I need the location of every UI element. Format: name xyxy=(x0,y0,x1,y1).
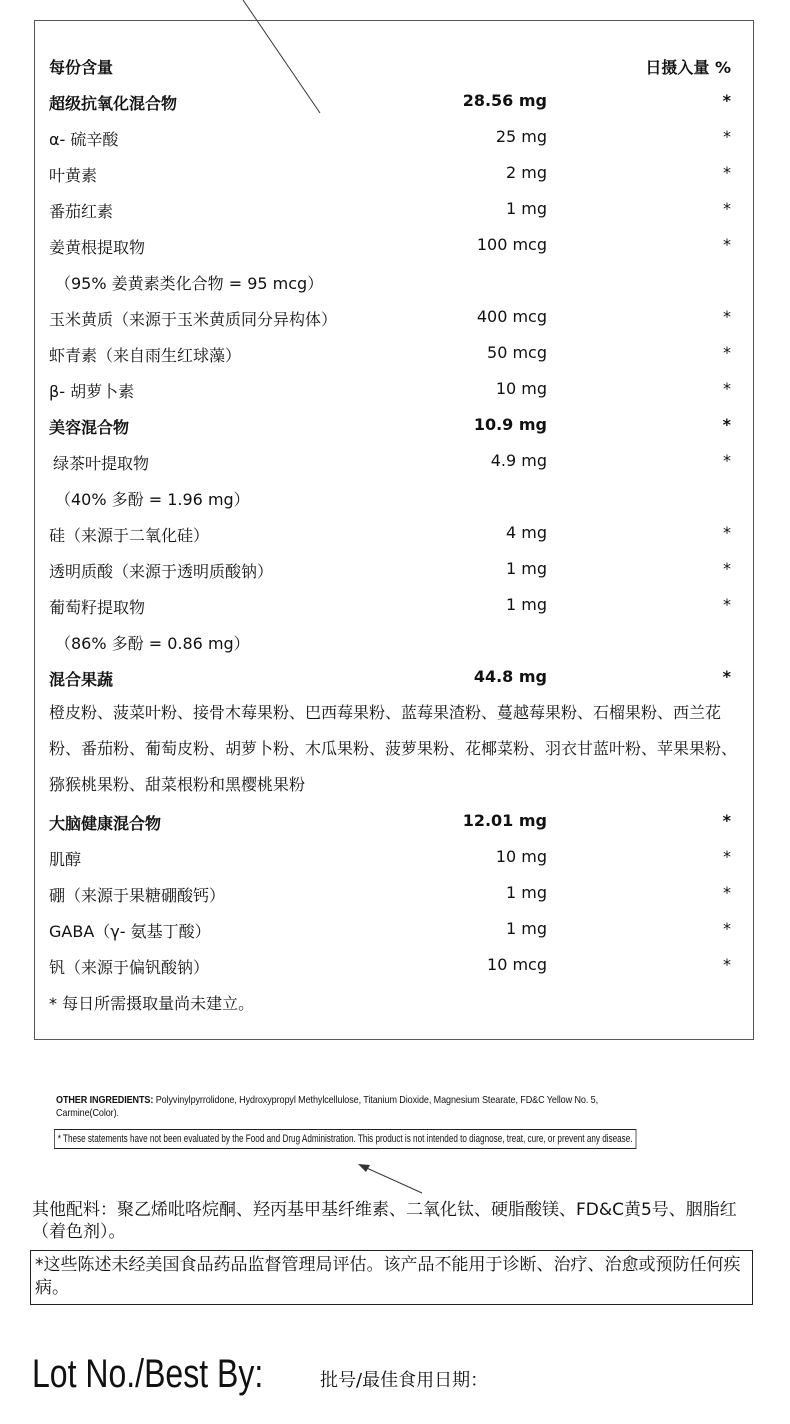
ingredient-amount: 1 mg xyxy=(505,919,547,938)
ingredient-daily-value: * xyxy=(723,919,731,938)
ingredient-amount: 10 mg xyxy=(495,847,547,866)
ingredient-amount: 50 mcg xyxy=(487,343,547,362)
ingredient-row xyxy=(49,875,739,911)
panel-footnote: * 每日所需摄取量尚未建立。 xyxy=(49,994,255,1013)
ingredient-daily-value: * xyxy=(723,307,731,326)
ingredient-amount: 4.9 mg xyxy=(490,451,547,470)
ingredient-name: 透明质酸（来源于透明质酸钠） xyxy=(49,562,274,581)
ingredient-name: 番茄红素 xyxy=(49,202,114,221)
ingredient-row xyxy=(49,839,739,875)
ingredient-row xyxy=(49,803,739,839)
ingredient-name: 硼（来源于果糖硼酸钙） xyxy=(49,886,226,905)
pointer-arrowhead xyxy=(358,1164,370,1172)
ingredient-name: （40% 多酚 = 1.96 mg） xyxy=(55,490,250,509)
ingredient-row xyxy=(49,551,739,587)
ingredient-amount: 1 mg xyxy=(505,595,547,614)
ingredient-name: （95% 姜黄素类化合物 = 95 mcg） xyxy=(55,274,324,293)
ingredient-amount: 100 mcg xyxy=(476,235,547,254)
serving-label: 每份含量 xyxy=(49,58,114,77)
ingredient-row xyxy=(49,83,739,119)
english-other-ingredients xyxy=(56,1094,649,1120)
ingredient-daily-value: * xyxy=(723,343,731,362)
ingredient-row xyxy=(49,947,739,983)
panel-header xyxy=(49,47,739,83)
ingredient-row xyxy=(49,119,739,155)
ingredient-name: β- 胡萝卜素 xyxy=(49,382,135,401)
ingredient-daily-value: * xyxy=(723,847,731,866)
ingredient-daily-value: * xyxy=(722,811,731,830)
fruit-veg-list: 橙皮粉、菠菜叶粉、接骨木莓果粉、巴西莓果粉、蓝莓果渣粉、蔓越莓果粉、石榴果粉、西兰花粉、番茄粉、葡萄皮粉、胡萝卜粉、木瓜果粉、菠萝果粉、花椰菜粉、羽衣甘蓝叶粉、苹果果粉、猕猴桃果粉、甜菜根粉和黑樱桃果粉 xyxy=(49,703,738,794)
ingredient-amount: 28.56 mg xyxy=(462,91,547,110)
ingredient-amount: 1 mg xyxy=(505,559,547,578)
ingredient-name: 混合果蔬 xyxy=(49,670,114,689)
ingredient-amount: 2 mg xyxy=(505,163,547,182)
ingredient-row xyxy=(49,371,739,407)
ingredient-amount: 25 mg xyxy=(495,127,547,146)
ingredient-daily-value: * xyxy=(722,667,731,686)
daily-value-label: 日摄入量 % xyxy=(645,58,731,77)
lot-label-chinese: 批号/最佳食用日期： xyxy=(320,1370,489,1391)
ingredient-amount: 10.9 mg xyxy=(473,415,547,434)
ingredient-amount: 1 mg xyxy=(505,199,547,218)
ingredient-row xyxy=(49,587,739,623)
pointer-line-bottom xyxy=(360,1165,422,1193)
ingredient-name: α- 硫辛酸 xyxy=(49,130,119,149)
ingredient-row xyxy=(49,623,739,659)
ingredient-name: 玉米黄质（来源于玉米黄质同分异构体） xyxy=(49,310,338,329)
ingredient-name: GABA（γ- 氨基丁酸） xyxy=(49,922,211,941)
chinese-disclaimer-box: *这些陈述未经美国食品药品监督管理局评估。该产品不能用于诊断、治疗、治愈或预防任何疾病。 xyxy=(30,1250,753,1305)
ingredient-amount: 4 mg xyxy=(505,523,547,542)
ingredient-name: 姜黄根提取物 xyxy=(49,238,146,257)
ingredient-daily-value: * xyxy=(723,235,731,254)
ingredient-row xyxy=(49,155,739,191)
supplement-facts-panel xyxy=(34,20,754,1040)
ingredient-name: 葡萄籽提取物 xyxy=(49,598,146,617)
ingredient-name: 绿茶叶提取物 xyxy=(53,454,150,473)
ingredient-daily-value: * xyxy=(723,127,731,146)
ingredient-name: 超级抗氧化混合物 xyxy=(49,94,178,113)
ingredient-name: 肌醇 xyxy=(49,850,82,869)
english-ingredients-label: OTHER INGREDIENTS: xyxy=(56,1094,154,1106)
ingredient-row xyxy=(49,443,739,479)
ingredient-daily-value: * xyxy=(723,883,731,902)
ingredient-daily-value: * xyxy=(723,955,731,974)
ingredient-daily-value: * xyxy=(722,415,731,434)
ingredient-daily-value: * xyxy=(722,91,731,110)
ingredient-daily-value: * xyxy=(723,595,731,614)
ingredient-amount: 10 mcg xyxy=(487,955,547,974)
ingredient-row xyxy=(49,911,739,947)
ingredient-amount: 1 mg xyxy=(505,883,547,902)
ingredient-row xyxy=(49,227,739,263)
ingredient-name: 钒（来源于偏钒酸钠） xyxy=(49,958,210,977)
ingredient-row xyxy=(49,335,739,371)
lot-label-english: Lot No./Best By: xyxy=(32,1352,264,1396)
ingredient-row xyxy=(49,191,739,227)
ingredient-name: 大脑健康混合物 xyxy=(49,814,162,833)
ingredient-daily-value: * xyxy=(723,379,731,398)
ingredient-amount: 400 mcg xyxy=(476,307,547,326)
ingredient-amount: 12.01 mg xyxy=(462,811,547,830)
ingredient-name: 叶黄素 xyxy=(49,166,98,185)
english-ingredients-text: Polyvinylpyrrolidone, Hydroxypropyl Methylcellulose, Titanium Dioxide, Magnesium Stearate, FD&C Yellow No. 5, Carmine(Color). xyxy=(56,1094,599,1119)
ingredient-row xyxy=(49,299,739,335)
ingredient-daily-value: * xyxy=(723,451,731,470)
ingredient-amount: 44.8 mg xyxy=(473,667,547,686)
ingredient-amount: 10 mg xyxy=(495,379,547,398)
ingredient-daily-value: * xyxy=(723,199,731,218)
ingredient-row xyxy=(49,659,739,695)
ingredient-row xyxy=(49,263,739,299)
ingredient-row xyxy=(49,479,739,515)
ingredient-daily-value: * xyxy=(723,523,731,542)
ingredient-row xyxy=(49,515,739,551)
ingredient-daily-value: * xyxy=(723,163,731,182)
ingredient-name: 虾青素（来自雨生红球藻） xyxy=(49,346,242,365)
ingredient-daily-value: * xyxy=(723,559,731,578)
ingredient-name: （86% 多酚 = 0.86 mg） xyxy=(55,634,250,653)
ingredient-name: 硅（来源于二氧化硅） xyxy=(49,526,210,545)
english-disclaimer-box: * These statements have not been evaluated by the Food and Drug Administration. This product is not intended to diagnose, treat, cure, or prevent any disease. xyxy=(54,1129,636,1149)
ingredient-name: 美容混合物 xyxy=(49,418,130,437)
chinese-other-ingredients: 其他配料：聚乙烯吡咯烷酮、羟丙基甲基纤维素、二氧化钛、硬脂酸镁、FD&C黄5号、胭脂红（着色剂）。 xyxy=(32,1200,737,1242)
ingredient-row xyxy=(49,407,739,443)
